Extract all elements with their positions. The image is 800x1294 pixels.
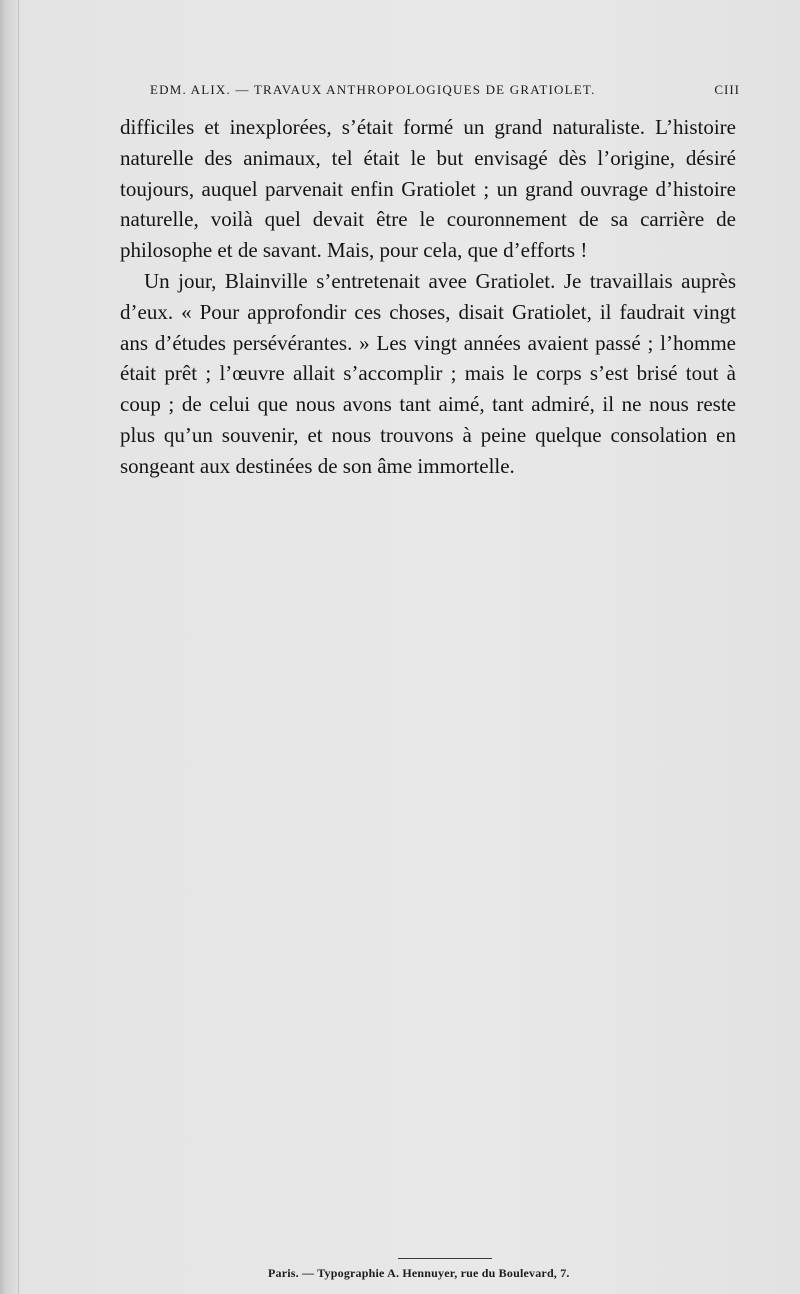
page-gutter — [18, 0, 19, 1294]
running-head — [150, 82, 740, 102]
body-text — [120, 112, 736, 482]
running-title: EDM. ALIX. — TRAVAUX ANTHROPOLOGIQUES DE GRATIOLET. — [150, 82, 596, 97]
footer-rule — [398, 1258, 492, 1259]
paragraph-2: Un jour, Blainville s’entretenait avee Gratiolet. Je travaillais auprès d’eux. « Pour approfondir ces choses, disait Gratiolet, il faudrait vingt ans d’études persévérantes. » Les vingt années avaient passé ; l’homme était prêt ; l’œuvre allait s’accomplir ; mais le corps s’est brisé tout à coup ; de celui que nous avons tant aimé, tant admiré, il ne nous reste plus qu’un souvenir, et nous trouvons à peine quelque consolation en songeant aux destinées de son âme immortelle. — [120, 268, 736, 478]
paragraph-1: difficiles et inexplorées, s’était formé un grand naturaliste. L’histoire naturelle des animaux, tel était le but envisagé dès l’origine, désiré toujours, auquel parvenait enfin Gratiolet ; un grand ouvrage d’histoire naturelle, voilà quel devait être le couronnement de sa carrière de philosophe et de savant. Mais, pour cela, que d’efforts ! — [120, 115, 736, 263]
page-number: CIII — [714, 82, 740, 97]
printer-imprint: Paris. — Typographie A. Hennuyer, rue du Boulevard, 7. — [268, 1266, 570, 1280]
